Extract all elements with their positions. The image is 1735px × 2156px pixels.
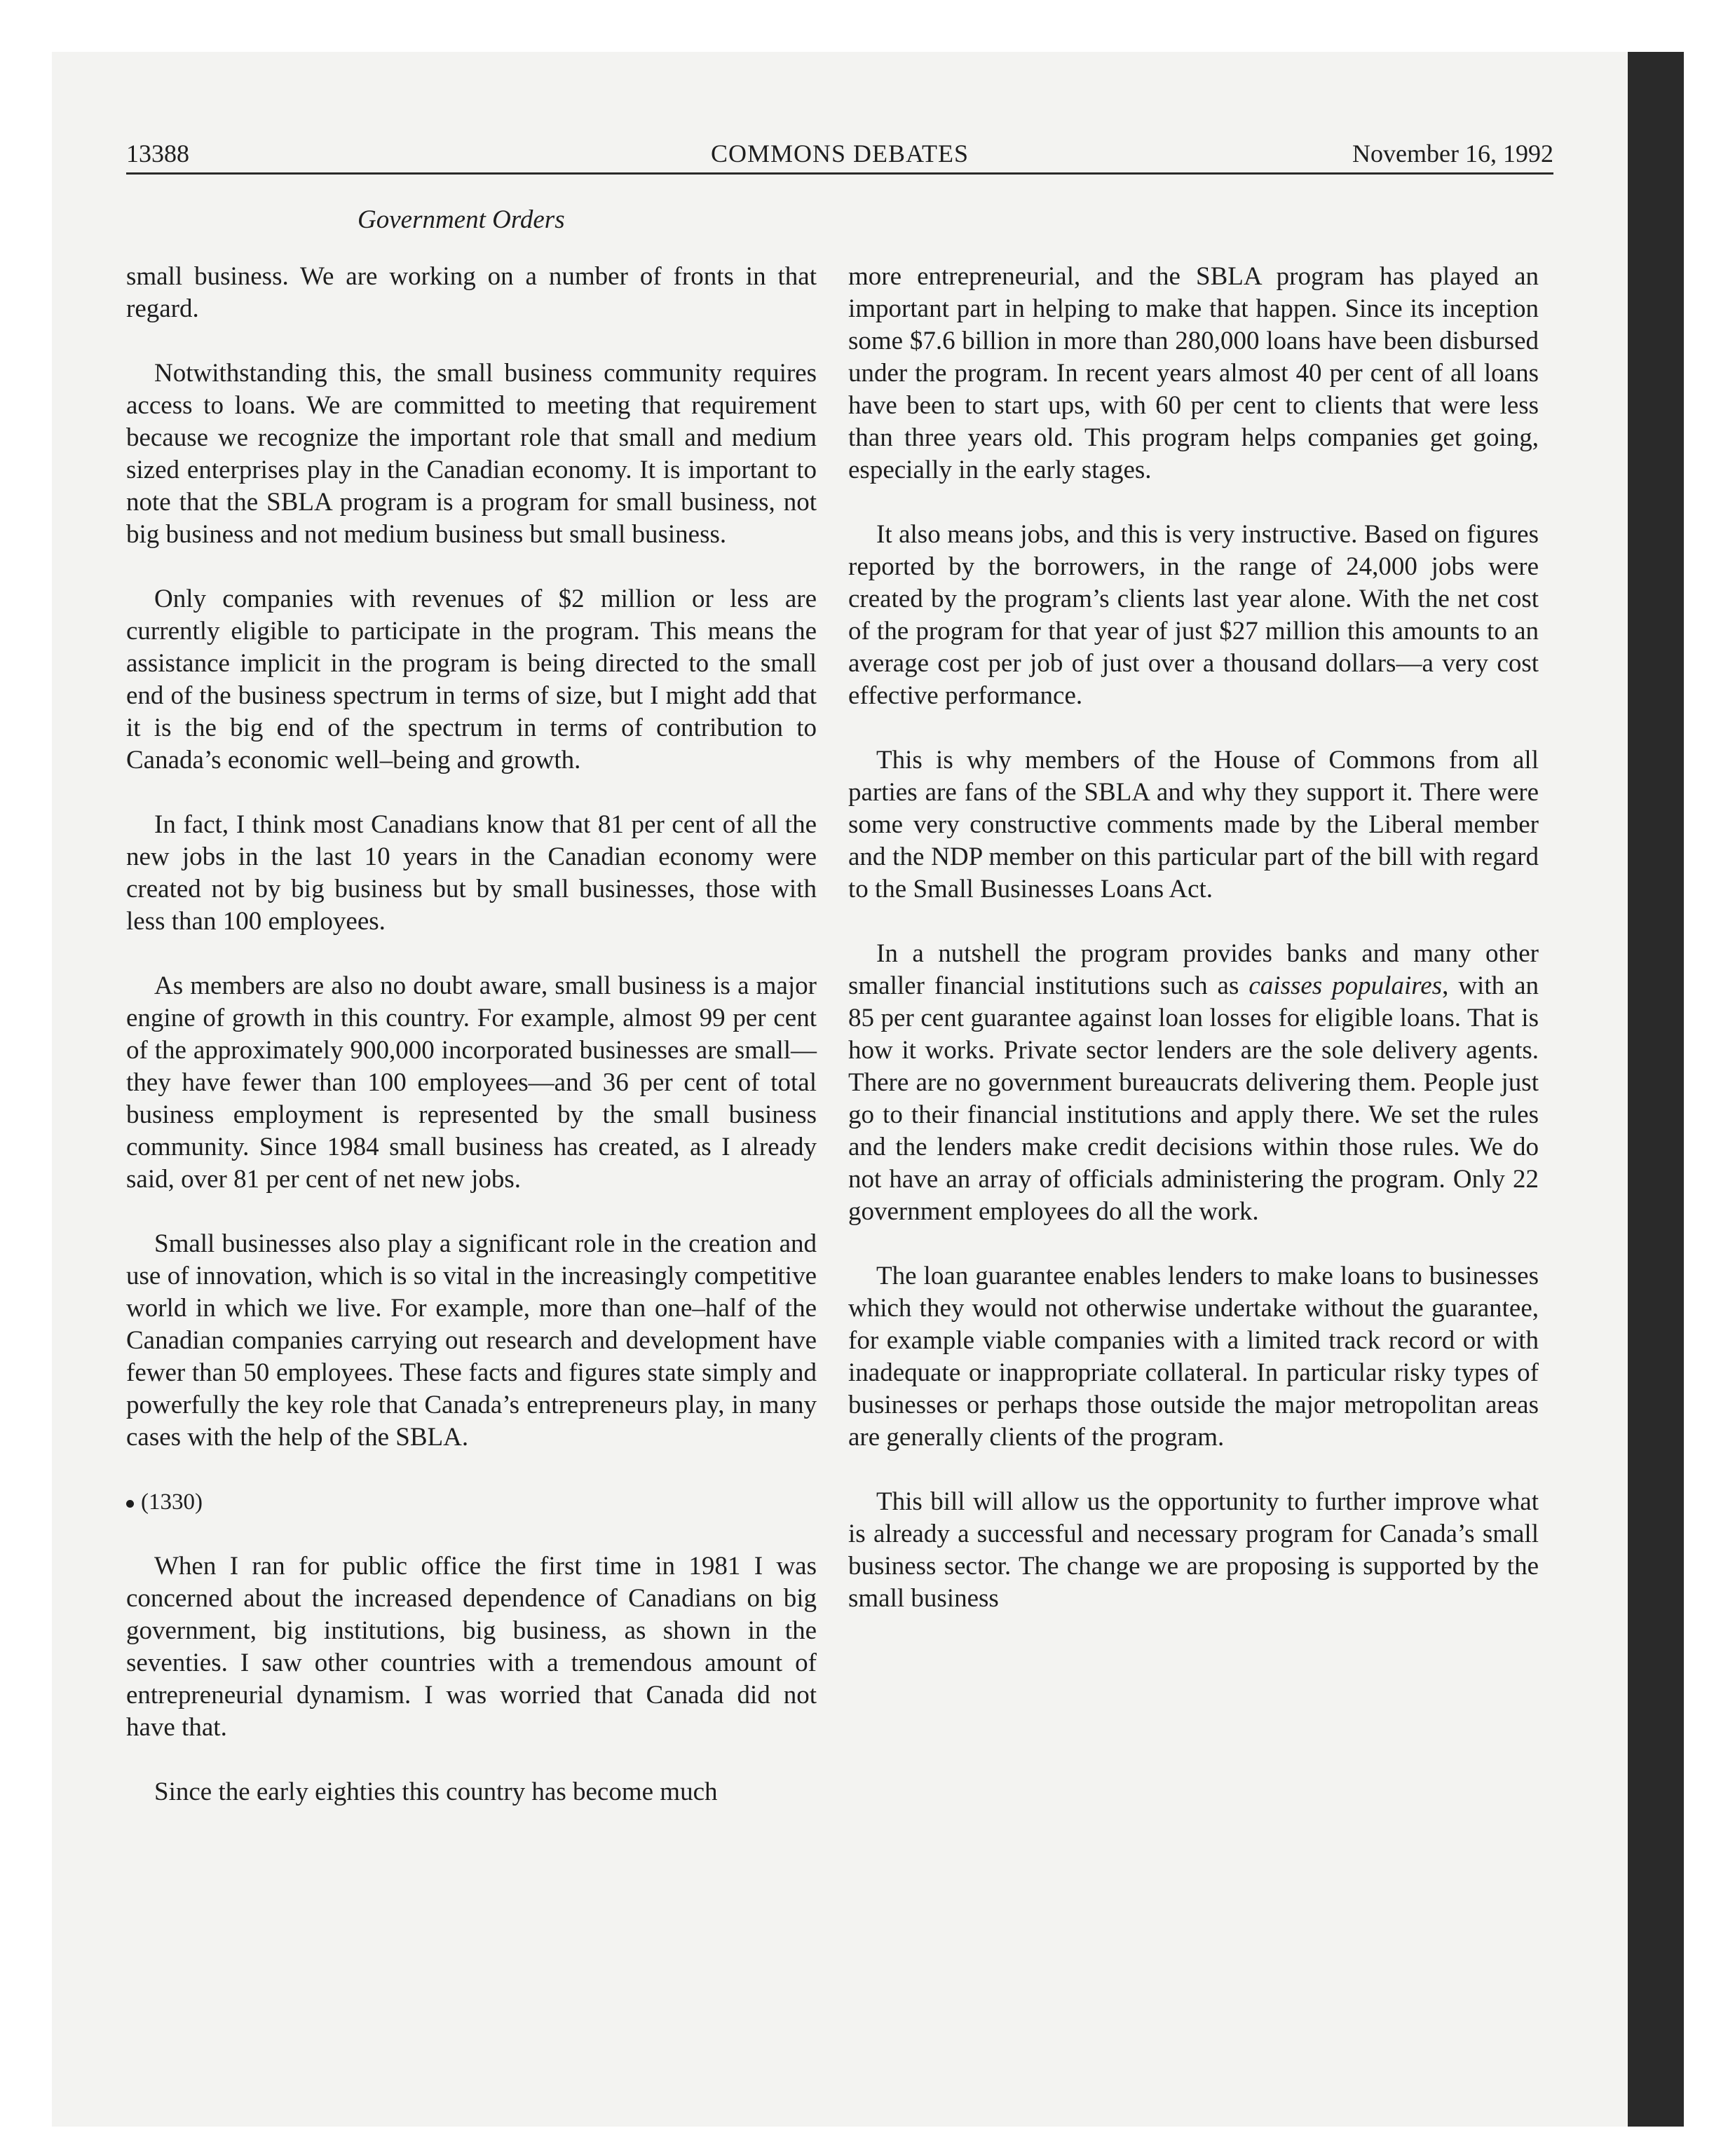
paragraph: Notwithstanding this, the small business community requires access to loans. We are committed to meeting that requirement because we recognize the important role that small and medium sized enterprises play in the Canadian economy. It is important to note that the SBLA program is a program for small business, not big business and not medium business but small business. <box>126 359 817 549</box>
bullet-icon <box>126 1500 134 1508</box>
page-header <box>126 139 1553 174</box>
paragraph: This bill will allow us the opportunity to further improve what is already a successful and necessary program for Canada’s small business sector. The change we are proposing is supported by the small business <box>848 1487 1539 1613</box>
paragraph: As members are also no doubt aware, small business is a major engine of growth in this country. For example, almost 99 per cent of the approximately 900,000 incorporated businesses are small—they have fewer than 100 employees—and 36 per cent of total business employment is represented by the small business community. Since 1984 small business has created, as I already said, over 81 per cent of net new jobs. <box>126 971 817 1194</box>
paragraph: Since the early eighties this country has become much <box>154 1778 718 1806</box>
italic-term: caisses populaires <box>1248 971 1443 1000</box>
paragraph: small business. We are working on a number of fronts in that regard. <box>126 262 817 323</box>
paragraph <box>848 938 1539 1228</box>
paragraph: When I ran for public office the first time in 1981 I was concerned about the increased dependence of Canadians on big government, big institutions, big business, as shown in the seventies. I saw other countries with a tremendous amount of entrepreneurial dynamism. I was worried that Canada did not have that. <box>126 1552 817 1742</box>
time-marker <box>126 1486 817 1518</box>
paragraph-text: In a nutshell the program provides banks and many other smaller financial institutions such as <box>848 939 1539 1000</box>
paragraph: In fact, I think most Canadians know that 81 per cent of all the new jobs in the last 10 years in the Canadian economy were created not by big business but by small businesses, those with less than 100 employees. <box>126 810 817 936</box>
paragraph: It also means jobs, and this is very instructive. Based on figures reported by the borrowers, in the range of 24,000 jobs were created by the program’s clients last year alone. With the net cost of the program for that year of just $27 million this amounts to an average cost per job of just over a thousand dollars—a very cost effective performance. <box>848 520 1539 710</box>
paragraph: Only companies with revenues of $2 million or less are currently eligible to participate in the program. This means the assistance implicit in the program is being directed to the small end of the business spectrum in terms of size, but I might add that it is the big end of the spectrum in terms of contribution to Canada’s economic well–being and growth. <box>126 585 817 775</box>
header-rule <box>126 172 1553 175</box>
scan-edge-shadow <box>1628 52 1684 2127</box>
paragraph: Small businesses also play a significant role in the creation and use of innovation, which is so vital in the increasingly competitive world in which we live. For example, more than one–half of the Canadian companies carrying out research and development have fewer than 50 employees. These facts and figures state simply and powerfully the key role that Canada’s entrepreneurs play, in many cases with the help of the SBLA. <box>126 1229 817 1452</box>
right-column <box>848 261 1539 1615</box>
page-number: 13388 <box>126 139 189 168</box>
left-column <box>126 261 817 1808</box>
paragraph: more entrepreneurial, and the SBLA program has played an important part in helping to make that happen. Since its inception some $7.6 billion in more than 280,000 loans have been disbursed under the program. In recent years almost 40 per cent of all loans have been to start ups, with 60 per cent to clients that were less than three years old. This program helps companies get going, especially in the early stages. <box>848 262 1539 484</box>
paragraph: This is why members of the House of Commons from all parties are fans of the SBLA and why they support it. There were some very constructive comments made by the Liberal member and the NDP member on this particular part of the bill with regard to the Small Businesses Loans Act. <box>848 746 1539 903</box>
issue-date: November 16, 1992 <box>1352 139 1553 168</box>
time-marker-text: (1330) <box>141 1489 203 1515</box>
journal-title: COMMONS DEBATES <box>710 139 969 168</box>
paragraph: The loan guarantee enables lenders to make loans to businesses which they would not otherwise undertake without the guarantee, for example viable companies with a limited track record or with inadequate or inappropriate collateral. In particular risky types of businesses or perhaps those outside the major metropolitan areas are generally clients of the program. <box>848 1262 1539 1452</box>
section-label: Government Orders <box>358 205 565 234</box>
paragraph-text: , with an 85 per cent guarantee against loan losses for eligible loans. That is how it works. Private sector lenders are the sole delivery agents. There are no government bureaucrats delivering them. People just go to their financial institutions and apply there. We set the rules and the lenders make credit decisions within those rules. We do not have an array of officials administering the program. Only 22 government employees do all the work. <box>848 971 1539 1226</box>
